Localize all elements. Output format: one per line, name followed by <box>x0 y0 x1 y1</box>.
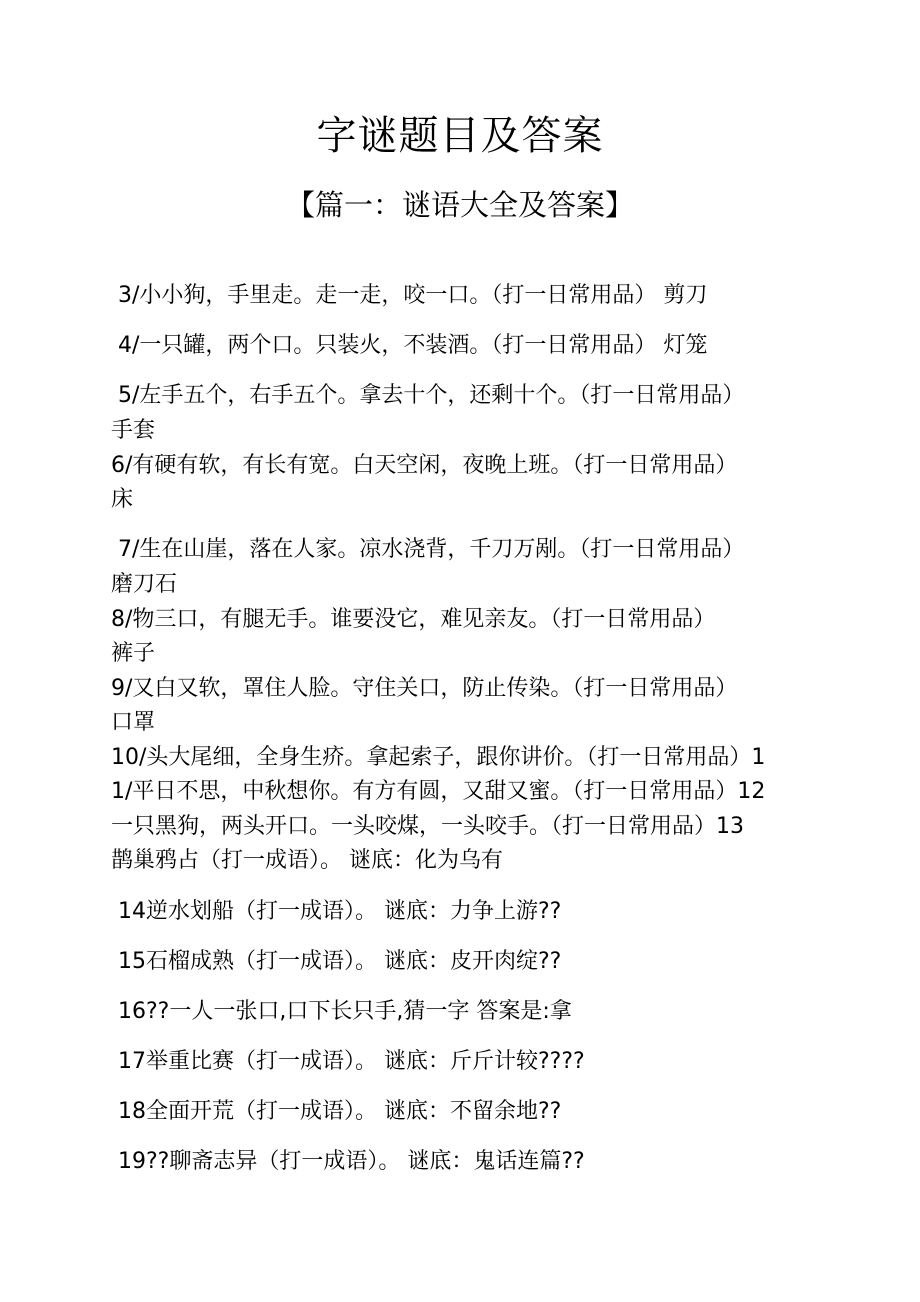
section-heading: 【篇一：谜语大全及答案】 <box>285 188 634 222</box>
riddle-answer-line: 裤子 <box>111 641 156 666</box>
riddle-line: 4/一只罐，两个口。只装火，不装酒。（打一日常用品） 灯笼 <box>118 333 708 358</box>
riddle-answer-line: 手套 <box>111 418 156 443</box>
riddle-line: 9/又白又软，罩住人脸。守住关口，防止传染。（打一日常用品） <box>111 676 738 701</box>
document-title: 字谜题目及答案 <box>316 113 604 159</box>
riddle-answer-line: 床 <box>111 487 134 512</box>
riddle-line: 19??聊斋志异（打一成语）。 谜底：鬼话连篇?? <box>118 1149 585 1174</box>
riddle-line: 一只黑狗，两头开口。一头咬煤，一头咬手。（打一日常用品）13 <box>111 814 744 839</box>
riddle-line: 15石榴成熟（打一成语）。 谜底：皮开肉绽?? <box>118 949 562 974</box>
riddle-answer-line: 磨刀石 <box>111 572 178 597</box>
riddle-line: 鹊巢鸦占（打一成语）。 谜底：化为乌有 <box>111 848 503 873</box>
riddle-line: 6/有硬有软，有长有宽。白天空闲，夜晚上班。（打一日常用品） <box>111 453 738 478</box>
riddle-line: 5/左手五个，右手五个。拿去十个，还剩十个。（打一日常用品） <box>118 383 745 408</box>
riddle-line: 1/平日不思，中秋想你。有方有圆，又甜又蜜。（打一日常用品）12 <box>111 779 766 804</box>
riddle-line: 14逆水划船（打一成语）。 谜底：力争上游?? <box>118 899 562 924</box>
riddle-line: 10/头大尾细，全身生疥。拿起索子，跟你讲价。（打一日常用品）1 <box>111 745 766 770</box>
riddle-line: 16??一人一张口,口下长只手,猜一字 答案是:拿 <box>118 999 572 1024</box>
riddle-line: 8/物三口，有腿无手。谁要没它，难见亲友。（打一日常用品） <box>111 607 716 632</box>
riddle-line: 7/生在山崖，落在人家。凉水浇背，千刀万剐。（打一日常用品） <box>118 537 745 562</box>
riddle-answer-line: 口罩 <box>111 710 156 735</box>
riddle-line: 3/小小狗，手里走。走一走，咬一口。（打一日常用品） 剪刀 <box>118 283 708 308</box>
riddle-line: 17举重比赛（打一成语）。 谜底：斤斤计较???? <box>118 1049 585 1074</box>
riddle-line: 18全面开荒（打一成语）。 谜底：不留余地?? <box>118 1099 562 1124</box>
